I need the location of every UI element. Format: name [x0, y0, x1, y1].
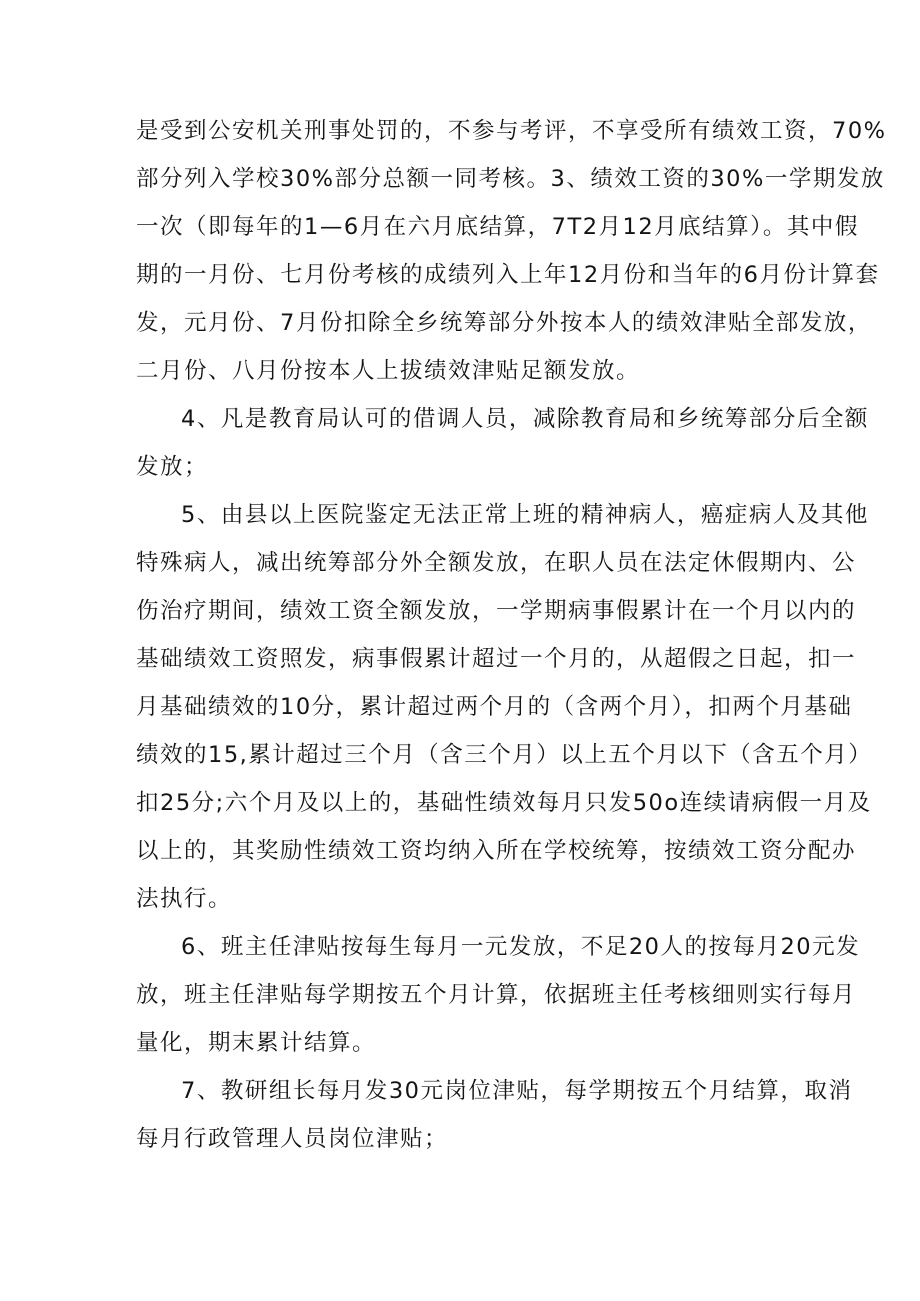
text-line: 放，班主任津贴每学期按五个月计算，依据班主任考核细则实行每月: [136, 982, 857, 1008]
text-line: 月基础绩效的10分，累计超过两个月的（含两个月），扣两个月基础: [136, 694, 853, 720]
text-line: 二月份、八月份按本人上拔绩效津贴足额发放。: [136, 358, 641, 384]
text-line: 每月行政管理人员岗位津贴；: [136, 1126, 449, 1152]
text-line: 基础绩效工资照发，病事假累计超过一个月的，从超假之日起，扣一: [136, 646, 857, 672]
text-line: 5、由县以上医院鉴定无法正常上班的精神病人，癌症病人及其他: [181, 502, 869, 528]
text-line: 7、教研组长每月发30元岗位津贴，每学期按五个月结算，取消: [181, 1078, 853, 1104]
text-line: 发放；: [136, 454, 209, 480]
text-line: 4、凡是教育局认可的借调人员，减除教育局和乡统筹部分后全额: [181, 406, 869, 432]
text-line: 以上的，其奖励性绩效工资均纳入所在学校统筹，按绩效工资分配办: [136, 838, 857, 864]
text-line: 是受到公安机关刑事处罚的，不参与考评，不享受所有绩效工资，70%: [136, 118, 887, 144]
text-line: 量化，期末累计结算。: [136, 1030, 377, 1056]
text-line: 伤治疗期间，绩效工资全额发放，一学期病事假累计在一个月以内的: [136, 598, 857, 624]
text-line: 部分列入学校30%部分总额一同考核。3、绩效工资的30%一学期发放: [136, 166, 885, 192]
text-line: 绩效的15,累计超过三个月（含三个月）以上五个月以下（含五个月）: [136, 742, 873, 768]
text-line: 6、班主任津贴按每生每月一元发放，不足20人的按每月20元发: [181, 934, 861, 960]
text-line: 扣25分;六个月及以上的，基础性绩效每月只发50o连续请病假一月及: [136, 790, 872, 816]
text-line: 法执行。: [136, 886, 233, 912]
text-line: 期的一月份、七月份考核的成绩列入上年12月份和当年的6月份计算套: [136, 262, 880, 288]
text-line: 发，元月份、7月份扣除全乡统筹部分外按本人的绩效津贴全部发放，: [136, 310, 872, 336]
text-line: 一次（即每年的1—6月在六月底结算，7T2月12月底结算）。其中假: [136, 214, 859, 240]
text-line: 特殊病人，减出统筹部分外全额发放，在职人员在法定休假期内、公: [136, 550, 857, 576]
